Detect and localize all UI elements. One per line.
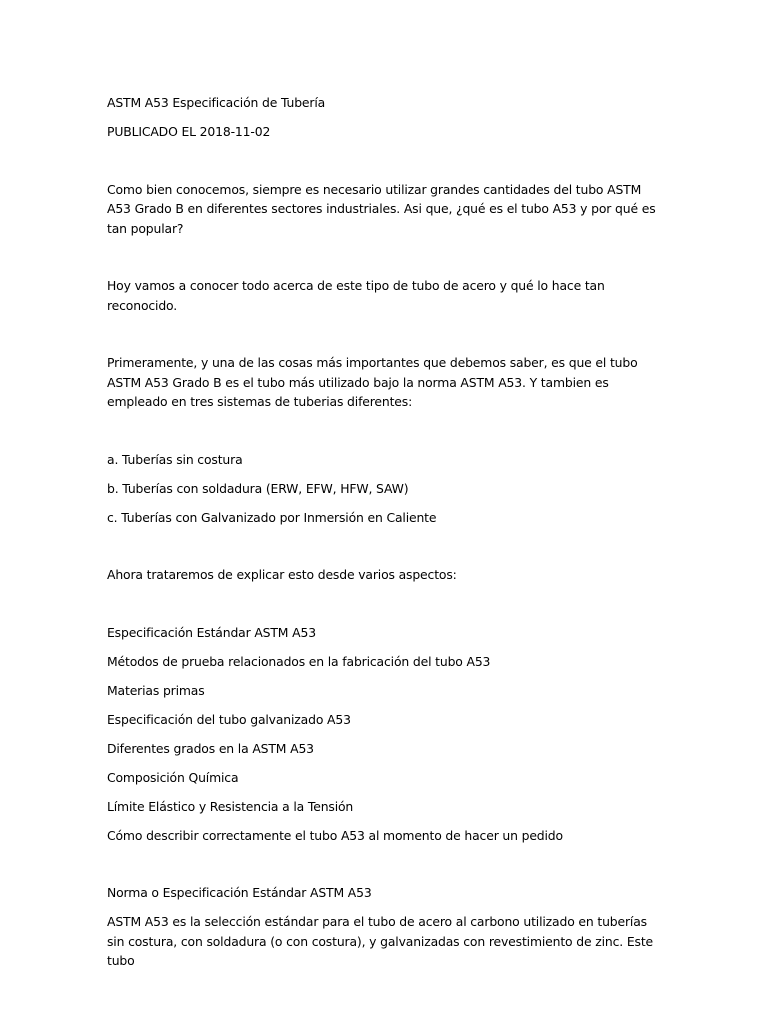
- aspect-item-raw-materials: Materias primas: [107, 682, 205, 698]
- document-body: [107, 93, 667, 971]
- aspect-item-grades: Diferentes grados en la ASTM A53: [107, 740, 314, 756]
- list-item-system-a: a. Tuberías sin costura: [107, 451, 243, 467]
- aspect-item-standard: Especificación Estándar ASTM A53: [107, 624, 316, 640]
- aspect-item-chemical: Composición Química: [107, 769, 239, 785]
- document-title: ASTM A53 Especificación de Tubería: [107, 95, 326, 110]
- section-heading: Norma o Especificación Estándar ASTM A53: [107, 885, 372, 900]
- aspect-item-ordering: Cómo describir correctamente el tubo A53 al momento de hacer un pedido: [107, 827, 563, 843]
- aspect-item-yield-tensile: Límite Elástico y Resistencia a la Tensión: [107, 798, 354, 814]
- today-paragraph: Hoy vamos a conocer todo acerca de este tipo de tubo de acero y qué lo hace tan reconocido.: [107, 278, 605, 313]
- list-item-system-b: b. Tuberías con soldadura (ERW, EFW, HFW, SAW): [107, 480, 409, 496]
- list-item-system-c: c. Tuberías con Galvanizado por Inmersión en Caliente: [107, 509, 437, 525]
- aspect-item-test-methods: Métodos de prueba relacionados en la fabricación del tubo A53: [107, 653, 491, 669]
- first-paragraph: Primeramente, y una de las cosas más importantes que debemos saber, es que el tubo ASTM A53 Grado B es el tubo más utilizado bajo la norma ASTM A53. Y tambien es empleado en tres sistemas de tuberias diferentes:: [107, 355, 638, 409]
- intro-paragraph: Como bien conocemos, siempre es necesario utilizar grandes cantidades del tubo ASTM A53 Grado B en diferentes sectores industriales. Asi que, ¿qué es el tubo A53 y por qué es tan popular?: [107, 181, 656, 236]
- aspects-intro: Ahora trataremos de explicar esto desde varios aspectos:: [107, 567, 457, 582]
- aspect-item-galvanized: Especificación del tubo galvanizado A53: [107, 711, 351, 727]
- section-paragraph: ASTM A53 es la selección estándar para el tubo de acero al carbono utilizado en tuberías sin costura, con soldadura (o con costura), y galvanizadas con revestimiento de zinc. Este tubo: [107, 914, 654, 968]
- publish-date: PUBLICADO EL 2018-11-02: [107, 124, 271, 139]
